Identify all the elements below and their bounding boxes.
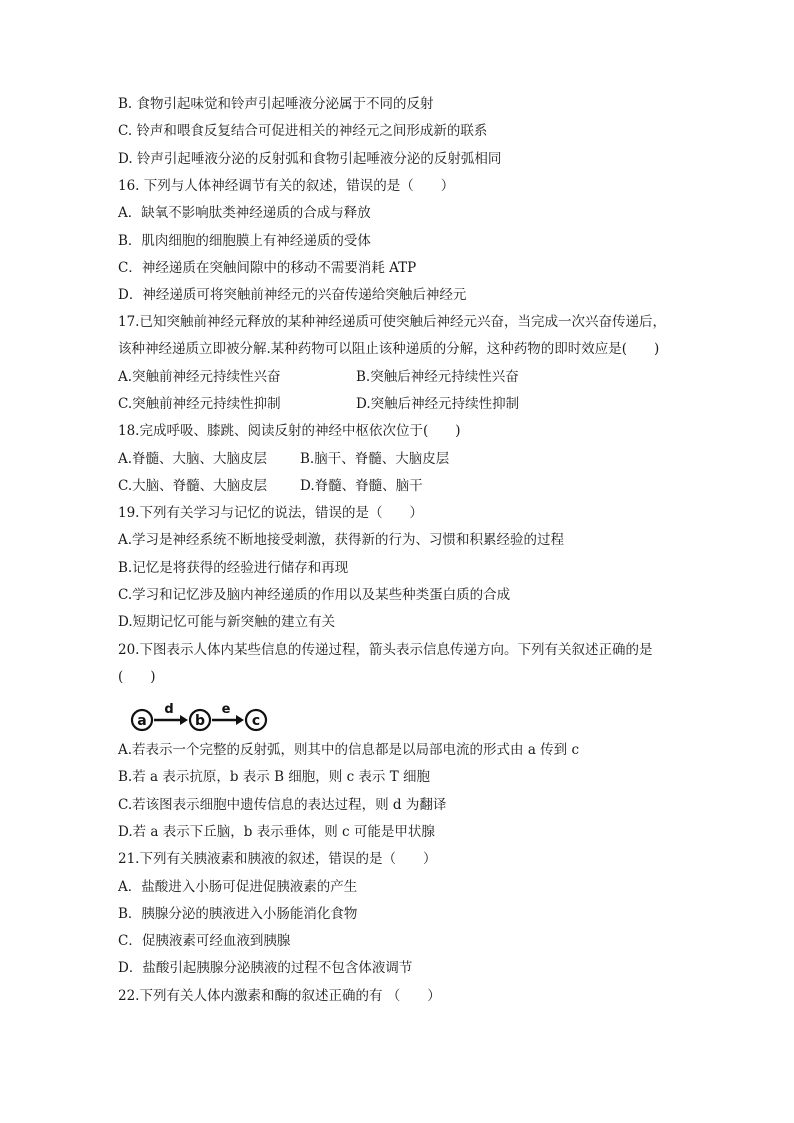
q15-option-d: D. 铃声引起唾液分泌的反射弧和食物引起唾液分泌的反射弧相同 [118,151,502,167]
q20-paren: ( ) [118,669,156,685]
node-c [246,710,266,730]
q22-stem: 22.下列有关人体内激素和酶的叙述正确的有 （ ） [118,988,441,1004]
q18-option-c: C.大脑、脊髓、大脑皮层 [118,478,268,494]
q19-option-d: D.短期记忆可能与新突触的建立有关 [118,614,336,630]
arrow-e [212,702,244,725]
q17-option-a: A.突触前神经元持续性兴奋 [118,369,281,385]
q21-stem: 21.下列有关胰液素和胰液的叙述，错误的是（ ） [118,851,437,867]
svg-text:b: b [194,713,206,729]
q21-option-c: C．促胰液素可经血液到胰腺 [118,933,291,949]
q20-option-a: A.若表示一个完整的反射弧，则其中的信息都是以局部电流的形式由 a 传到 c [118,742,580,758]
q21-option-d: D．盐酸引起胰腺分泌胰液的过程不包含体液调节 [118,960,413,976]
node-a [132,710,152,730]
svg-text:d: d [164,702,174,717]
q17-option-d: D.突触后神经元持续性抑制 [356,396,520,412]
q21-option-a: A．盐酸进入小肠可促进促胰液素的产生 [118,879,358,895]
arrow-d [154,702,188,725]
q20-option-d: D.若 a 表示下丘脑，b 表示垂体，则 c 可能是甲状腺 [118,824,435,840]
q16-option-d: D．神经递质可将突触前神经元的兴奋传递给突触后神经元 [118,287,467,303]
q20-option-b: B.若 a 表示抗原，b 表示 B 细胞，则 c 表示 T 细胞 [118,769,431,785]
signal-flow-diagram [124,701,274,733]
q19-option-a: A.学习是神经系统不断地接受刺激，获得新的行为、习惯和积累经验的过程 [118,532,565,548]
svg-text:a: a [137,713,147,729]
svg-text:e: e [221,702,231,717]
q18-stem: 18.完成呼吸、膝跳、阅读反射的神经中枢依次位于( ) [118,423,461,439]
node-b [190,710,210,730]
q19-option-c: C.学习和记忆涉及脑内神经递质的作用以及某些种类蛋白质的合成 [118,587,511,603]
q19-option-b: B.记忆是将获得的经验进行储存和再现 [118,560,349,576]
svg-text:c: c [251,713,261,729]
q17-stem-line1: 17.已知突触前神经元释放的某种神经递质可使突触后神经元兴奋，当完成一次兴奋传递后， [118,314,666,330]
q16-stem: 16. 下列与人体神经调节有关的叙述，错误的是（ ） [118,178,455,194]
q20-option-c: C.若该图表示细胞中遗传信息的表达过程，则 d 为翻译 [118,797,447,813]
q18-option-a: A.脊髓、大脑、大脑皮层 [118,451,268,467]
q16-option-b: B．肌肉细胞的细胞膜上有神经递质的受体 [118,233,371,249]
q15-option-c: C. 铃声和喂食反复结合可促进相关的神经元之间形成新的联系 [118,123,488,139]
q17-option-c: C.突触前神经元持续性抑制 [118,396,281,412]
q21-option-b: B．胰腺分泌的胰液进入小肠能消化食物 [118,906,358,922]
q17-stem-line2: 该种神经递质立即被分解.某种药物可以阻止该种递质的分解，这种药物的即时效应是( ) [118,341,660,357]
q19-stem: 19.下列有关学习与记忆的说法，错误的是（ ） [118,505,423,521]
q16-option-a: A．缺氧不影响肽类神经递质的合成与释放 [118,205,371,221]
q18-option-b: B.脑干、脊髓、大脑皮层 [300,451,450,467]
q16-option-c: C．神经递质在突触间隙中的移动不需要消耗 ATP [118,260,417,276]
q20-stem: 20.下图表示人体内某些信息的传递过程，箭头表示信息传递方向。下列有关叙述正确的是 [118,642,653,658]
q18-option-d: D.脊髓、脊髓、脑干 [300,478,423,494]
q17-option-b: B.突触后神经元持续性兴奋 [356,369,519,385]
q15-option-b: B. 食物引起味觉和铃声引起唾液分泌属于不同的反射 [118,96,434,112]
